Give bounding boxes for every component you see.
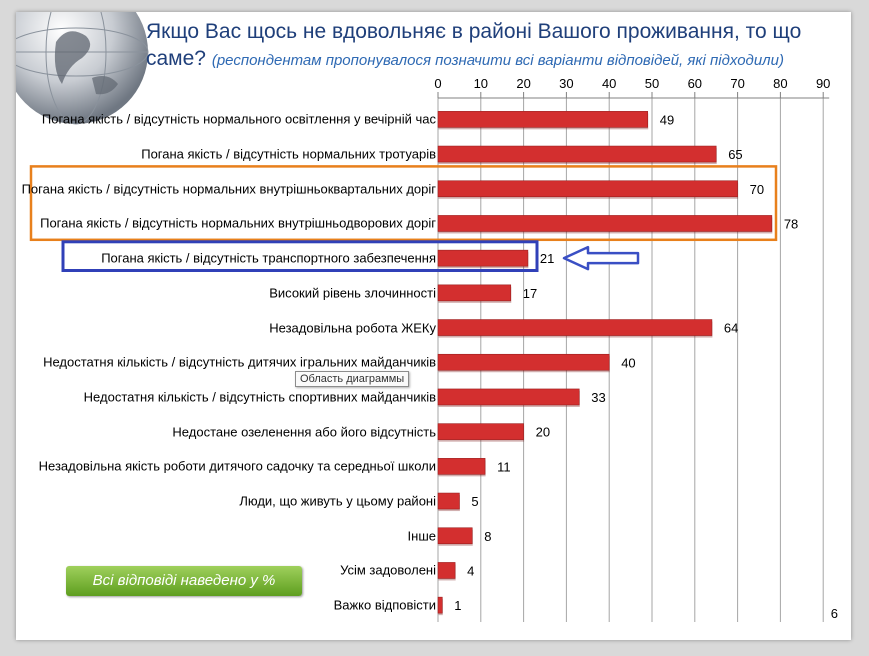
category-label: Недостане озеленення або його відсутність	[172, 424, 436, 440]
tick-label: 80	[773, 76, 788, 91]
category-label: Незадовільна якість роботи дитячого садочку та середньої школи	[38, 458, 436, 474]
bar	[438, 458, 485, 474]
value-label: 70	[749, 181, 765, 197]
bar	[438, 146, 716, 162]
category-label: Недостатня кількість / відсутність дитячих ігральних майданчиків	[43, 354, 436, 370]
tick-label: 50	[644, 76, 660, 91]
category-label: Недостатня кількість / відсутність спортивних майданчиків	[83, 389, 436, 405]
chart-area-tooltip: Область диаграммы	[295, 371, 409, 387]
arrow-icon	[564, 247, 638, 269]
value-label: 78	[783, 216, 799, 232]
bar	[438, 215, 772, 231]
value-label: 20	[535, 424, 551, 440]
title-main: Якщо Вас щось не вдовольняє в районі Вашого проживання, то що саме?	[146, 20, 802, 70]
category-label: Високий рівень злочинності	[269, 285, 436, 301]
value-label: 21	[539, 251, 555, 267]
category-label: Люди, що живуть у цьому районі	[239, 493, 436, 509]
value-label: 17	[522, 285, 538, 301]
bar	[438, 285, 511, 301]
category-label: Погана якість / відсутність нормальних тротуарів	[141, 146, 436, 162]
category-label: Незадовільна робота ЖЕКу	[269, 320, 436, 336]
value-label: 4	[467, 563, 475, 579]
bar	[438, 250, 528, 266]
tick-label: 20	[516, 76, 531, 91]
category-label: Погана якість / відсутність нормальних внутрішньодворових доріг	[40, 215, 436, 231]
bar	[438, 493, 459, 509]
bar	[438, 181, 738, 197]
tick-label: 40	[601, 76, 617, 91]
tick-label: 10	[473, 76, 489, 91]
bar	[438, 597, 442, 613]
bar	[438, 562, 455, 578]
bar	[438, 424, 524, 440]
slide	[16, 12, 851, 640]
category-label: Погана якість / відсутність транспортного забезпечення	[101, 250, 436, 266]
value-label: 33	[591, 389, 606, 405]
value-label: 5	[471, 494, 479, 510]
title-subtitle: (респондентам пропонувалося позначити всі варіанти відповідей, які підходили)	[211, 52, 784, 69]
bar	[438, 320, 712, 336]
badge: Всі відповіді наведено у %	[66, 566, 302, 596]
category-label: Важко відповісти	[333, 597, 436, 613]
value-label: 49	[659, 112, 675, 128]
bar	[438, 528, 472, 544]
category-label: Погана якість / відсутність нормального освітлення у вечірній час	[41, 111, 436, 127]
tick-label: 60	[687, 76, 703, 91]
tick-label: 0	[434, 76, 442, 91]
tick-label: 90	[815, 76, 831, 91]
tick-label: 70	[730, 76, 745, 91]
bar	[438, 354, 609, 370]
bar	[438, 389, 579, 405]
value-label: 64	[723, 320, 739, 336]
category-label: Інше	[407, 528, 436, 544]
value-label: 65	[728, 147, 743, 163]
tick-label: 30	[559, 76, 574, 91]
value-label: 11	[497, 459, 511, 475]
bar	[438, 111, 648, 127]
value-label: 8	[484, 528, 492, 544]
category-label: Усім задоволені	[340, 562, 436, 578]
value-label: 40	[621, 355, 636, 371]
value-label: 1	[454, 598, 462, 614]
category-label: Погана якість / відсутність нормальних внутрішньоквартальних доріг	[21, 181, 436, 197]
stray-label: 6	[830, 606, 838, 621]
